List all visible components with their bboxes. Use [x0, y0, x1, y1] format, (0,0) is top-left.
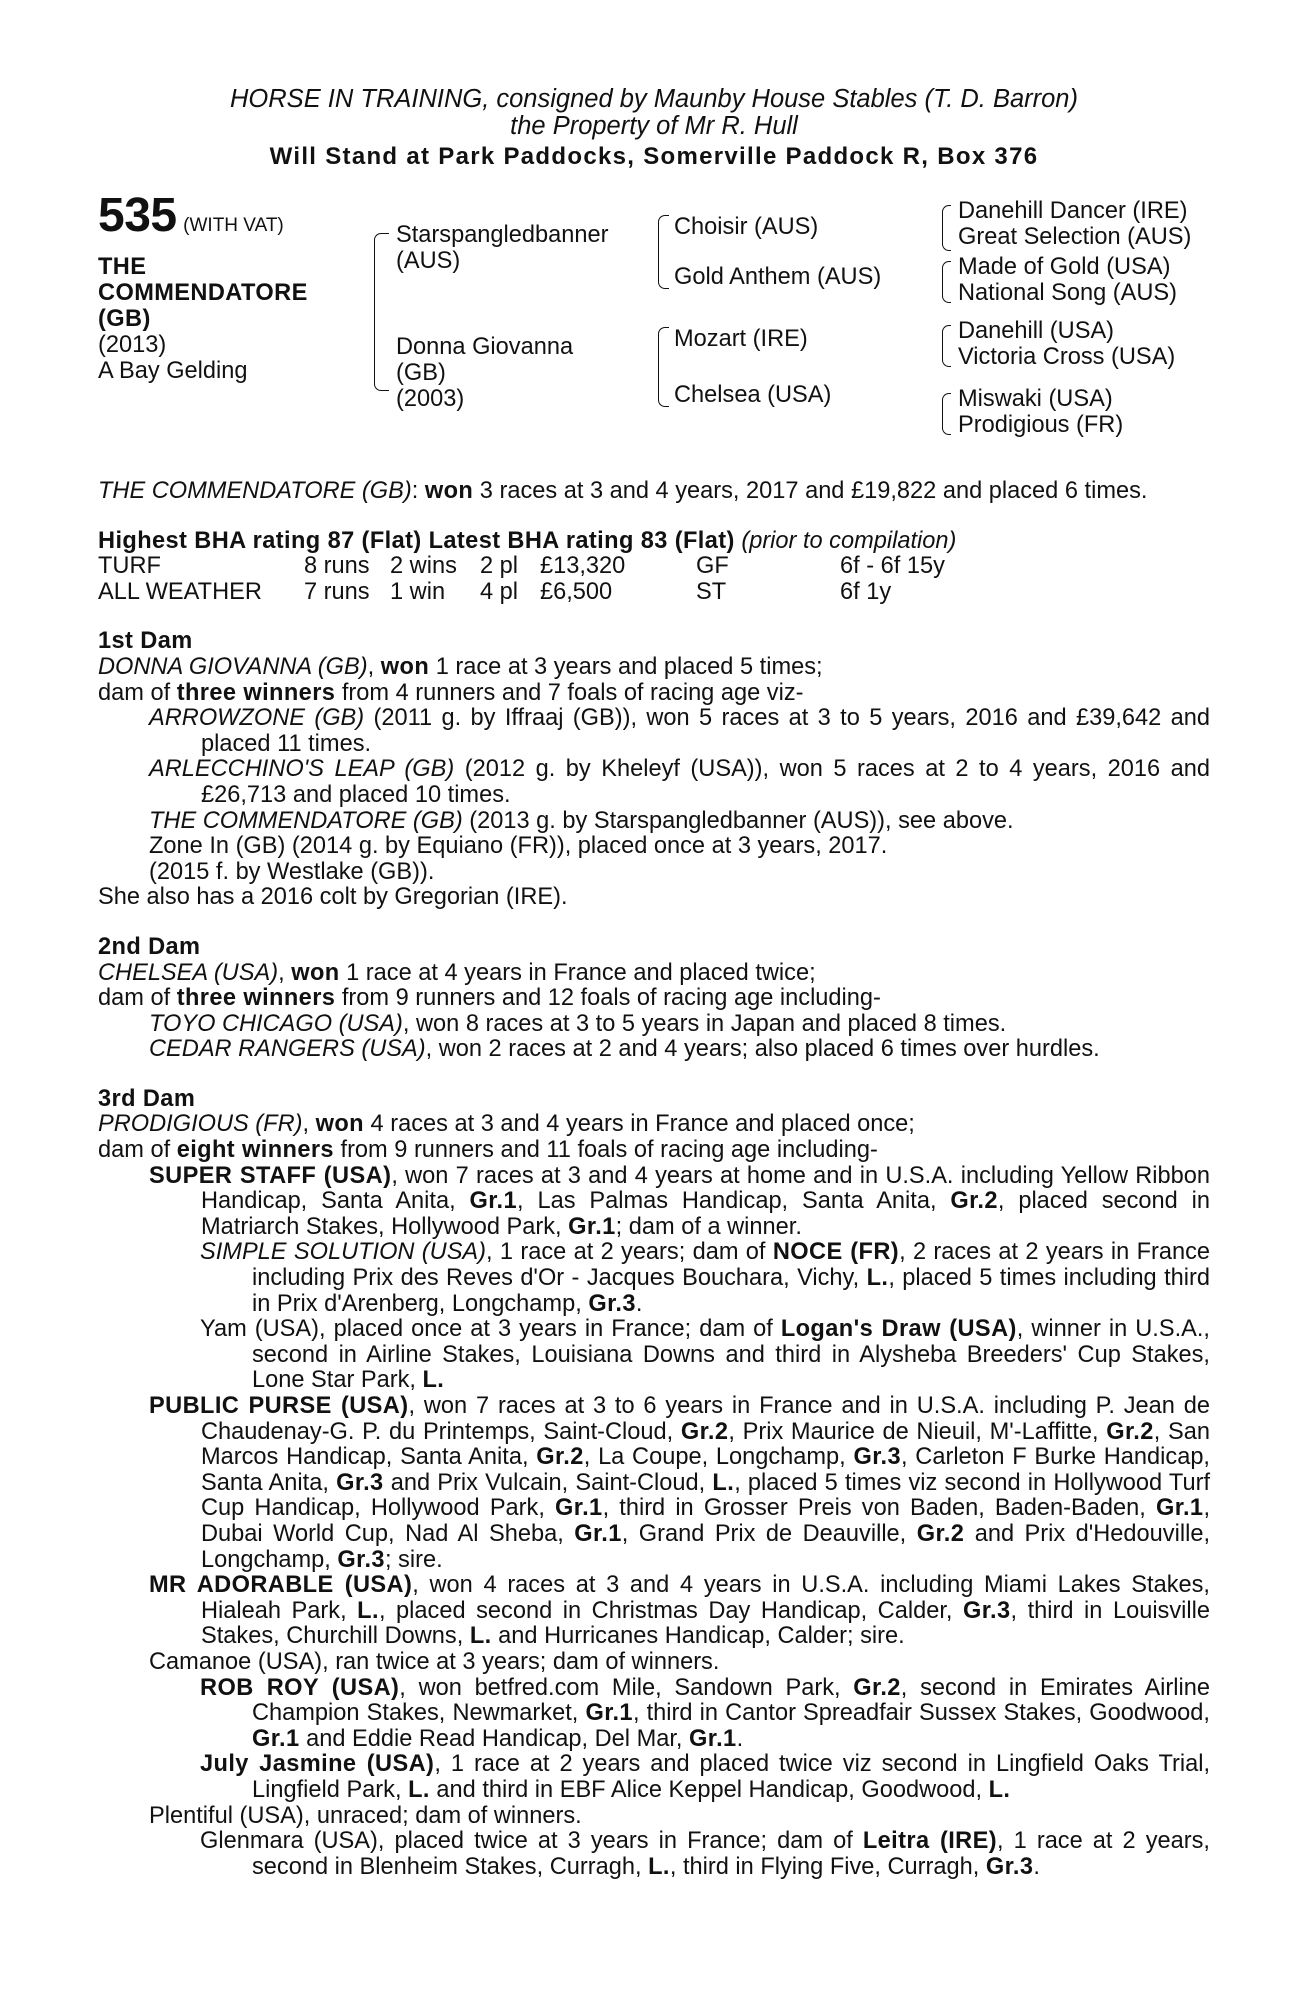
produce-text: , third in Grosser Preis von Baden, Baden-Baden,	[602, 1495, 1156, 1522]
sire-name: Starspangledbanner	[396, 222, 609, 248]
summary-colon: :	[411, 478, 425, 504]
grade-label: Gr.2	[1106, 1418, 1154, 1445]
produce-name: THE COMMENDATORE (GB)	[149, 807, 463, 834]
placings: 4 pl	[480, 578, 519, 605]
produce-text: ; dam of a winner.	[615, 1213, 802, 1240]
produce-text: , won betfred.com Mile, Sandown Park,	[399, 1674, 854, 1701]
summary-won: won	[424, 478, 474, 504]
grade-label: L.	[712, 1469, 735, 1496]
produce-text: , Dubai World Cup, Nad Al Sheba,	[201, 1495, 1211, 1547]
produce-name: ARLECCHINO'S LEAP (GB)	[149, 756, 455, 783]
produce-text: , San Marcos Handicap, Santa Anita,	[201, 1418, 1210, 1471]
bha-rating-line	[98, 529, 1210, 555]
wins: 2 wins	[390, 553, 457, 580]
produce-text: .	[635, 1290, 643, 1317]
grade-label: Gr.1	[574, 1520, 622, 1547]
produce-text: , won 7 races at 3 to 6 years in France and in U.S.A. including P. Jean de Chaudenay-G. P. du Printemps, Saint-Cloud,	[201, 1393, 1210, 1445]
consignor-line: HORSE IN TRAINING, consigned by Maunby House Stables (T. D. Barron)	[230, 85, 1078, 113]
prize-money: £6,500	[540, 578, 613, 605]
distance: 6f 1y	[840, 578, 892, 605]
winners-count: three winners	[176, 985, 336, 1012]
grade-label: L.	[988, 1776, 1011, 1803]
property-line: the Property of Mr R. Hull	[510, 112, 798, 140]
produce-text: , 1 race at 2 years and placed twice viz second in Lingfield Oaks Trial, Lingfield Park,	[252, 1751, 1210, 1803]
produce-text: and Prix d'Hedouville, Longchamp,	[201, 1520, 1210, 1573]
form-row-all-weather	[98, 580, 1210, 606]
produce-text: , Grand Prix de Deauville,	[621, 1520, 917, 1547]
grade-label: Gr.3	[337, 1546, 385, 1573]
runs: 8 runs	[304, 553, 370, 580]
produce-text: .	[1033, 1853, 1040, 1880]
produce-name: SIMPLE SOLUTION (USA)	[200, 1239, 487, 1266]
produce-text: (2013 g. by Starspangledbanner (AUS)), see above.	[462, 807, 1014, 834]
section-heading: 2nd Dam	[98, 933, 201, 960]
vat-note: (WITH VAT)	[183, 215, 284, 236]
grade-label: Gr.2	[853, 1674, 901, 1701]
ds-sire: Danehill (USA)	[958, 318, 1115, 344]
rating-note: (prior to compilation)	[734, 527, 957, 554]
produce-item-yam	[98, 1317, 1210, 1394]
produce-text: and third in EBF Alice Keppel Handicap, Goodwood,	[429, 1776, 989, 1803]
ratings-block	[98, 529, 1210, 606]
dam-of: dam of	[98, 679, 177, 706]
dam-of: dam of	[98, 985, 177, 1012]
produce-item-public-purse	[98, 1394, 1210, 1573]
produce-text: , Las Palmas Handicap, Santa Anita,	[517, 1188, 951, 1215]
third-dam-section	[98, 1087, 1210, 1880]
bracket-dd	[942, 393, 951, 435]
lot-number-group	[98, 189, 284, 242]
produce-summary	[98, 1138, 1210, 1164]
produce-text: Glenmara (USA), placed twice at 3 years in France; dam of	[200, 1828, 863, 1855]
produce-text: , placed second in Matriarch Stakes, Hollywood Park,	[201, 1188, 1211, 1240]
prize-money: £13,320	[540, 553, 626, 580]
dam-name: Donna Giovanna	[396, 334, 574, 360]
produce-text: , winner in U.S.A., second in Airline Stakes, Louisiana Downs and third in Alysheba Breeders' Cup Stakes, Lone Star Park,	[252, 1316, 1210, 1394]
produce-text: , 1 race at 2 years; dam of	[486, 1239, 773, 1266]
ss-sire: Danehill Dancer (IRE)	[958, 198, 1188, 224]
produce-item	[98, 1037, 1210, 1063]
runs: 7 runs	[304, 578, 370, 605]
bracket-dam	[658, 327, 669, 407]
stand-location-line: Will Stand at Park Paddocks, Somerville Paddock R, Box 376	[269, 143, 1039, 170]
produce-item	[98, 809, 1210, 835]
sire-dam: Gold Anthem (AUS)	[674, 264, 882, 290]
grade-label: Gr.1	[469, 1188, 518, 1215]
grade-label: L.	[408, 1776, 430, 1803]
dam-sire: Mozart (IRE)	[674, 326, 808, 352]
produce-name: PUBLIC PURSE (USA)	[149, 1393, 409, 1419]
sd-sire: Made of Gold (USA)	[958, 254, 1171, 280]
wins: 1 win	[390, 578, 446, 605]
produce-text: , La Coupe, Longchamp,	[583, 1444, 854, 1471]
section-heading: 1st Dam	[98, 628, 193, 655]
bracket-sire	[658, 215, 669, 289]
grade-label: Gr.1	[555, 1495, 603, 1522]
grade-label: Gr.1	[252, 1725, 300, 1752]
produce-item-plentiful: Plentiful (USA), unraced; dam of winners.	[149, 1802, 582, 1829]
produce-summary	[98, 681, 1210, 707]
produce-text: and Eddie Read Handicap, Del Mar,	[299, 1725, 690, 1752]
surface: TURF	[98, 553, 161, 580]
produce-text: , won 2 races at 2 and 4 years; also placed 6 times over hurdles.	[425, 1036, 1100, 1063]
colt-note: She also has a 2016 colt by Gregorian (IRE).	[98, 884, 568, 911]
produce-item-super-staff	[98, 1164, 1210, 1241]
produce-item	[98, 757, 1210, 808]
produce-name: ROB ROY (USA)	[200, 1674, 400, 1701]
runners-text: from 9 runners and 11 foals of racing age including-	[333, 1137, 878, 1164]
grade-label: Gr.2	[536, 1444, 584, 1471]
won-label: won	[315, 1111, 364, 1138]
won-label: won	[380, 653, 430, 680]
grade-label: Gr.1	[689, 1725, 737, 1752]
produce-item-july-jasmine	[98, 1752, 1210, 1803]
produce-item: Zone In (GB) (2014 g. by Equiano (FR)), placed once at 3 years, 2017.	[149, 833, 888, 860]
produce-name: July Jasmine (USA)	[200, 1751, 435, 1778]
dam-name: DONNA GIOVANNA (GB)	[98, 653, 368, 680]
form-row-turf	[98, 554, 1210, 580]
runners-text: from 4 runners and 7 foals of racing age viz-	[335, 679, 804, 706]
section-heading: 3rd Dam	[98, 1085, 196, 1112]
grade-label: L.	[648, 1853, 670, 1880]
dam-record: PRODIGIOUS (FR), won 4 races at 3 and 4 years in France and placed once;	[98, 1111, 915, 1138]
produce-name: CEDAR RANGERS (USA)	[149, 1036, 426, 1063]
produce-text: and Hurricanes Handicap, Calder; sire.	[491, 1623, 905, 1650]
grade-label: L.	[866, 1265, 889, 1292]
pedigree-block	[98, 189, 1210, 473]
lot-number: 535	[98, 189, 177, 242]
produce-item	[98, 706, 1210, 757]
dam-of: dam of	[98, 1137, 177, 1164]
produce-text: , Carleton F Burke Handicap, Santa Anita,	[201, 1444, 1210, 1496]
dam-record-text: 4 races at 3 and 4 years in France and placed once;	[364, 1111, 915, 1138]
distance: 6f - 6f 15y	[840, 553, 945, 580]
grade-label: L.	[357, 1597, 379, 1624]
dd-dam: Prodigious (FR)	[958, 412, 1124, 438]
grade-label: Gr.2	[916, 1520, 965, 1547]
second-dam-section	[98, 935, 1210, 1063]
dam-record-text: 1 race at 3 years and placed 5 times;	[429, 653, 823, 680]
ss-dam: Great Selection (AUS)	[958, 224, 1192, 250]
summary-text-a: 3 races at 3 and 4 years, 2017 and £19,822 and placed 6	[473, 478, 1078, 504]
grade-label: Gr.3	[336, 1469, 384, 1496]
produce-text: , Prix Maurice de Nieuil, M'-Laffitte,	[728, 1418, 1107, 1445]
produce-name: NOCE (FR)	[772, 1239, 900, 1266]
produce-text: and Prix Vulcain, Saint-Cloud,	[383, 1469, 713, 1496]
bracket-gen1	[374, 233, 389, 391]
dam-dam: Chelsea (USA)	[674, 382, 832, 408]
winners-count: eight winners	[176, 1137, 334, 1164]
produce-name: Leitra (IRE)	[862, 1828, 998, 1855]
dam-record: CHELSEA (USA), won 1 race at 4 years in France and placed twice;	[98, 959, 816, 986]
grade-label: Gr.3	[588, 1290, 636, 1317]
first-dam-section	[98, 629, 1210, 911]
ds-dam: Victoria Cross (USA)	[958, 344, 1176, 370]
produce-text: (2011 g. by Iffraaj (GB)), won 5 races at 3 to 5 years, 2016 and £39,642 and placed 11 times.	[201, 705, 1210, 757]
produce-name: ARROWZONE (GB)	[149, 705, 365, 732]
produce-name: TOYO CHICAGO (USA)	[149, 1010, 403, 1037]
going: ST	[696, 578, 727, 605]
bracket-sd	[942, 261, 951, 303]
winners-count: three winners	[176, 679, 336, 706]
dd-sire: Miswaki (USA)	[958, 386, 1113, 412]
produce-text: , placed 5 times including third in Prix d'Arenberg, Longchamp,	[252, 1265, 1210, 1317]
produce-text: , second in Emirates Airline Champion Stakes, Newmarket,	[252, 1674, 1211, 1727]
produce-text: , won 8 races at 3 to 5 years in Japan and placed 8 times.	[402, 1010, 1007, 1037]
produce-summary	[98, 986, 1210, 1012]
produce-item-rob-roy	[98, 1676, 1210, 1753]
race-summary	[98, 479, 1210, 505]
produce-text: , 1 race at 2 years, second in Blenheim Stakes, Curragh,	[252, 1828, 1210, 1880]
dam-country: (GB)	[396, 360, 446, 386]
grade-label: Gr.1	[585, 1700, 633, 1727]
produce-text: .	[736, 1725, 744, 1752]
grade-label: Gr.3	[853, 1444, 901, 1471]
produce-text: , 2 races at 2 years in France including Prix des Reves d'Or - Jacques Bouchara, Vichy,	[252, 1239, 1210, 1292]
produce-text: , placed second in Christmas Day Handicap, Calder,	[378, 1597, 963, 1624]
produce-name: SUPER STAFF (USA)	[149, 1162, 392, 1189]
grade-label: Gr.1	[568, 1213, 616, 1240]
surface: ALL WEATHER	[98, 578, 262, 605]
sire-sire: Choisir (AUS)	[674, 214, 819, 240]
grade-label: L.	[469, 1623, 492, 1650]
won-label: won	[291, 959, 340, 986]
produce-text: , won 4 races at 3 and 4 years in U.S.A. including Miami Lakes Stakes, Hialeah Park,	[201, 1572, 1210, 1624]
placings: 2 pl	[480, 553, 519, 580]
runners-text: from 9 runners and 12 foals of racing age including-	[335, 985, 881, 1012]
lot-name-line1: THE	[98, 254, 147, 280]
dam-record-text: 1 race at 4 years in France and placed twice;	[339, 959, 816, 986]
dam-record: DONNA GIOVANNA (GB), won 1 race at 3 years and placed 5 times;	[98, 653, 823, 680]
going: GF	[696, 553, 729, 580]
produce-item-mr-adorable	[98, 1573, 1210, 1650]
lot-name-line2: COMMENDATORE	[98, 280, 308, 306]
summary-text-b: times.	[1084, 478, 1148, 504]
grade-label: Gr.3	[985, 1853, 1034, 1880]
sire-country: (AUS)	[396, 248, 461, 274]
produce-item-glenmara	[98, 1829, 1210, 1880]
grade-label: Gr.3	[962, 1597, 1011, 1624]
lot-name-line3: (GB)	[98, 306, 151, 332]
produce-name: MR ADORABLE (USA)	[149, 1572, 413, 1599]
produce-text: , third in Flying Five, Curragh,	[669, 1853, 986, 1880]
produce-item-camanoe: Camanoe (USA), ran twice at 3 years; dam of winners.	[149, 1648, 720, 1675]
produce-text: , placed 5 times viz second in Hollywood Turf Cup Handicap, Hollywood Park,	[201, 1469, 1211, 1522]
produce-text: , third in Cantor Spreadfair Sussex Stakes, Goodwood,	[632, 1700, 1210, 1727]
dam-name: CHELSEA (USA)	[98, 959, 279, 986]
produce-text: , third in Louisville Stakes, Churchill Downs,	[201, 1597, 1211, 1650]
summary-horse: THE COMMENDATORE (GB)	[98, 478, 412, 504]
produce-text: (2012 g. by Kheleyf (USA)), won 5 races at 2 to 4 years, 2016 and £26,713 and placed 10 times.	[201, 756, 1210, 808]
sd-dam: National Song (AUS)	[958, 280, 1178, 306]
bracket-ss	[942, 205, 951, 251]
produce-name: Logan's Draw (USA)	[780, 1316, 1017, 1343]
dam-name: PRODIGIOUS (FR)	[98, 1111, 303, 1138]
foaling-year: (2013)	[98, 332, 167, 358]
grade-label: Gr.2	[680, 1418, 729, 1445]
produce-item	[98, 1012, 1210, 1038]
grade-label: Gr.1	[1155, 1495, 1204, 1522]
bracket-ds	[942, 325, 951, 367]
horse-description: A Bay Gelding	[98, 358, 248, 384]
grade-label: L.	[422, 1367, 445, 1394]
produce-text: Yam (USA), placed once at 3 years in France; dam of	[200, 1316, 781, 1343]
grade-label: Gr.2	[950, 1188, 998, 1215]
produce-text: ; sire.	[384, 1546, 443, 1573]
bha-rating: Highest BHA rating 87 (Flat) Latest BHA rating 83 (Flat)	[98, 527, 735, 554]
produce-item-simple-solution	[98, 1240, 1210, 1317]
catalogue-page	[98, 86, 1210, 1880]
produce-text: , won 7 races at 3 and 4 years at home and in U.S.A. including Yellow Ribbon Handicap, Santa Anita,	[201, 1162, 1210, 1215]
dam-year: (2003)	[396, 386, 465, 412]
produce-item: (2015 f. by Westlake (GB)).	[149, 858, 435, 885]
